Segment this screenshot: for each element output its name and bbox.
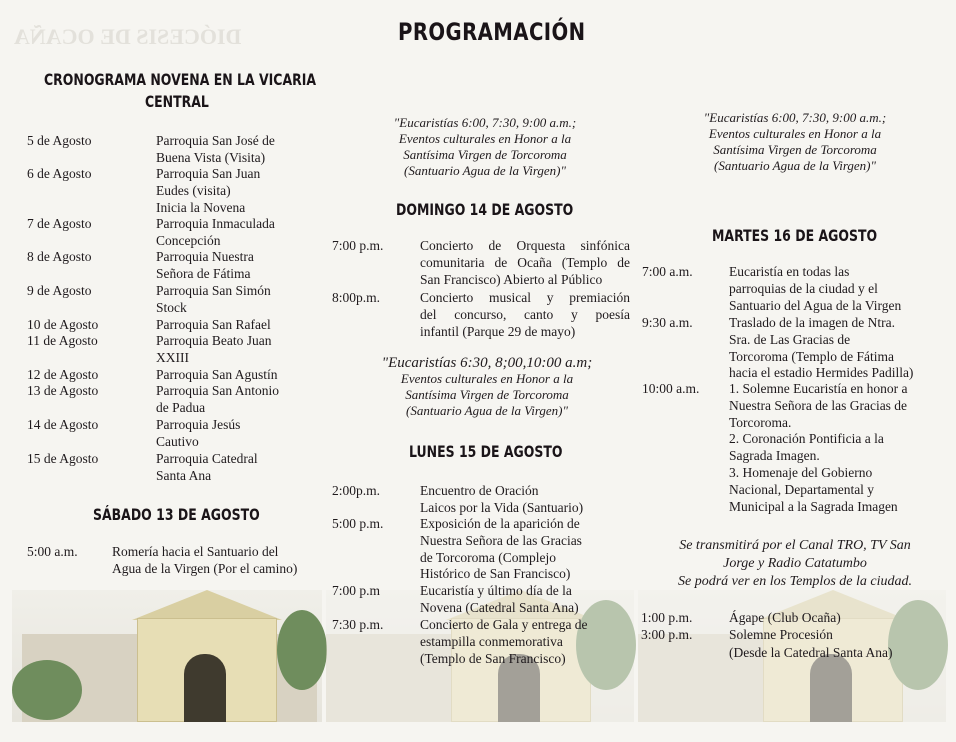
watermark-text: DIÓCESIS DE OCAÑA xyxy=(14,24,242,49)
novena-parish: Buena Vista (Visita) xyxy=(156,149,266,165)
event-text: Nuestra Señora de las Gracias de xyxy=(729,397,908,413)
note-line: (Santuario Agua de la Virgen)" xyxy=(406,403,568,418)
event-text: infantil (Parque 29 de mayo) xyxy=(420,323,576,339)
novena-date: 15 de Agosto xyxy=(27,451,99,466)
novena-date: 12 de Agosto xyxy=(27,367,99,382)
novena-parish: Señora de Fátima xyxy=(156,265,251,281)
novena-parish: Parroquia San José de xyxy=(156,133,275,148)
note-line: "Eucaristías 6:00, 7:30, 9:00 a.m.; xyxy=(393,115,577,130)
novena-parish: Parroquia Jesús xyxy=(156,417,241,432)
novena-parish: Parroquia Inmaculada xyxy=(156,216,275,231)
event-time: 7:00 p.m xyxy=(332,583,381,598)
event-text: Nuestra Señora de las Gracias xyxy=(420,532,582,548)
event-time: 9:30 a.m. xyxy=(642,315,693,330)
event-text: parroquias de la ciudad y el xyxy=(729,280,878,296)
event-text: Solemne Procesión xyxy=(729,627,833,642)
event-text: de Torcoroma (Complejo xyxy=(420,549,557,565)
eucaristias-note-2 xyxy=(362,355,612,419)
event-time: 8:00p.m. xyxy=(332,290,381,305)
event-text: Torcoroma (Templo de Fátima xyxy=(729,348,894,364)
novena-parish: de Padua xyxy=(156,399,206,415)
novena-date: 14 de Agosto xyxy=(27,417,99,432)
event-time: 3:00 p.m. xyxy=(641,627,693,642)
novena-parish: Parroquia San Simón xyxy=(156,283,271,298)
novena-date: 6 de Agosto xyxy=(27,166,92,181)
novena-parish: Parroquia Nuestra xyxy=(156,249,254,264)
lunes-heading: LUNES 15 DE AGOSTO xyxy=(409,442,563,461)
novena-date: 9 de Agosto xyxy=(27,283,92,298)
cronograma-heading: CRONOGRAMA NOVENA EN LA VICARIA xyxy=(44,70,317,89)
event-text: Eucaristía y último día de la xyxy=(420,583,572,598)
event-time: 2:00p.m. xyxy=(332,483,381,498)
note-line: (Santuario Agua de la Virgen)" xyxy=(714,158,876,173)
event-text: Concierto de Orquesta sinfónica xyxy=(420,238,630,253)
event-time: 10:00 a.m. xyxy=(642,381,700,396)
novena-date: 7 de Agosto xyxy=(27,216,92,231)
church-image xyxy=(12,590,322,722)
event-text: Concierto musical y premiación xyxy=(420,290,630,305)
note-line: Se podrá ver en los Templos de la ciudad. xyxy=(678,574,912,589)
note-line: Santísima Virgen de Torcoroma xyxy=(403,147,567,162)
note-line: "Eucaristías 6:30, 8;00,10:00 a.m; xyxy=(381,355,593,371)
novena-date: 13 de Agosto xyxy=(27,383,99,398)
eucaristias-note-right xyxy=(680,110,910,174)
novena-parish: Parroquia San Antonio xyxy=(156,383,279,398)
event-text: Concierto de Gala y entrega de xyxy=(420,617,588,632)
event-time: 7:00 a.m. xyxy=(642,264,693,279)
sabado-time: 5:00 a.m. xyxy=(27,544,78,559)
event-text: del concurso, canto y poesía xyxy=(420,306,630,322)
broadcast-note xyxy=(650,537,940,591)
event-time: 7:30 p.m. xyxy=(332,617,384,632)
event-text: Histórico de San Francisco) xyxy=(420,566,571,582)
event-text: Sagrada Imagen. xyxy=(729,448,820,464)
note-line: "Eucaristías 6:00, 7:30, 9:00 a.m.; xyxy=(703,110,887,125)
novena-parish: Parroquia San Agustín xyxy=(156,367,278,382)
event-text: Eucaristía en todas las xyxy=(729,264,850,279)
cronograma-heading-line2: CENTRAL xyxy=(145,92,209,111)
page-title: PROGRAMACIÓN xyxy=(398,18,586,46)
event-text: estampilla conmemorativa xyxy=(420,633,563,649)
event-time: 5:00 p.m. xyxy=(332,516,384,531)
event-time: 7:00 p.m. xyxy=(332,238,384,253)
novena-parish: Parroquia San Rafael xyxy=(156,317,271,332)
note-line: (Santuario Agua de la Virgen)" xyxy=(404,163,566,178)
event-text: Laicos por la Vida (Santuario) xyxy=(420,499,584,515)
note-line: Eventos culturales en Honor a la xyxy=(398,131,572,146)
event-text: Sra. de Las Gracias de xyxy=(729,331,851,347)
event-text: Municipal a la Sagrada Imagen xyxy=(729,498,898,514)
novena-parish: Parroquia Beato Juan xyxy=(156,333,272,348)
sabado-desc-line2: Agua de la Virgen (Por el camino) xyxy=(112,561,298,576)
novena-parish: Stock xyxy=(156,299,187,315)
event-text: Novena (Catedral Santa Ana) xyxy=(420,599,579,615)
event-text: 2. Coronación Pontificia a la xyxy=(729,431,884,447)
novena-parish: XXIII xyxy=(156,349,189,365)
note-line: Santísima Virgen de Torcoroma xyxy=(713,142,877,157)
event-text: San Francisco) Abierto al Público xyxy=(420,271,603,287)
event-text: (Templo de San Francisco) xyxy=(420,650,566,666)
sabado-heading: SÁBADO 13 DE AGOSTO xyxy=(93,505,260,524)
novena-date: 11 de Agosto xyxy=(27,333,98,348)
event-text: comunitaria de Ocaña (Templo de xyxy=(420,254,630,270)
event-text: 3. Homenaje del Gobierno xyxy=(729,465,873,480)
novena-date: 5 de Agosto xyxy=(27,133,92,148)
event-text: Santuario del Agua de la Virgen xyxy=(729,297,902,313)
novena-parish: Concepción xyxy=(156,232,221,248)
eucaristias-note xyxy=(370,115,600,179)
event-text: Exposición de la aparición de xyxy=(420,516,580,531)
novena-parish: Santa Ana xyxy=(156,467,212,483)
event-text: hacia el estadio Hermides Padilla) xyxy=(729,365,914,381)
novena-parish: Parroquia Catedral xyxy=(156,451,258,466)
sabado-desc-line1: Romería hacia el Santuario del xyxy=(112,544,279,559)
event-text: Ágape (Club Ocaña) xyxy=(729,610,841,625)
note-line: Se transmitirá por el Canal TRO, TV San xyxy=(679,538,911,553)
event-text: Torcoroma. xyxy=(729,414,792,430)
novena-parish: Eudes (visita) xyxy=(156,182,231,198)
event-text: Encuentro de Oración xyxy=(420,483,539,498)
novena-date: 10 de Agosto xyxy=(27,317,99,332)
event-time: 1:00 p.m. xyxy=(641,610,693,625)
novena-parish: Parroquia San Juan xyxy=(156,166,261,181)
note-line: Santísima Virgen de Torcoroma xyxy=(405,387,569,402)
event-text: Nacional, Departamental y xyxy=(729,481,875,497)
note-line: Eventos culturales en Honor a la xyxy=(400,371,574,386)
novena-parish: Cautivo xyxy=(156,433,199,449)
note-line: Eventos culturales en Honor a la xyxy=(708,126,882,141)
martes-heading: MARTES 16 DE AGOSTO xyxy=(712,226,878,245)
event-text: Traslado de la imagen de Ntra. xyxy=(729,315,895,330)
event-text: (Desde la Catedral Santa Ana) xyxy=(729,645,893,660)
novena-date: 8 de Agosto xyxy=(27,249,92,264)
event-text: 1. Solemne Eucaristía en honor a xyxy=(729,381,908,396)
note-line: Jorge y Radio Catatumbo xyxy=(723,556,867,571)
novena-parish: Inicia la Novena xyxy=(156,199,246,215)
domingo-heading: DOMINGO 14 DE AGOSTO xyxy=(396,200,574,219)
